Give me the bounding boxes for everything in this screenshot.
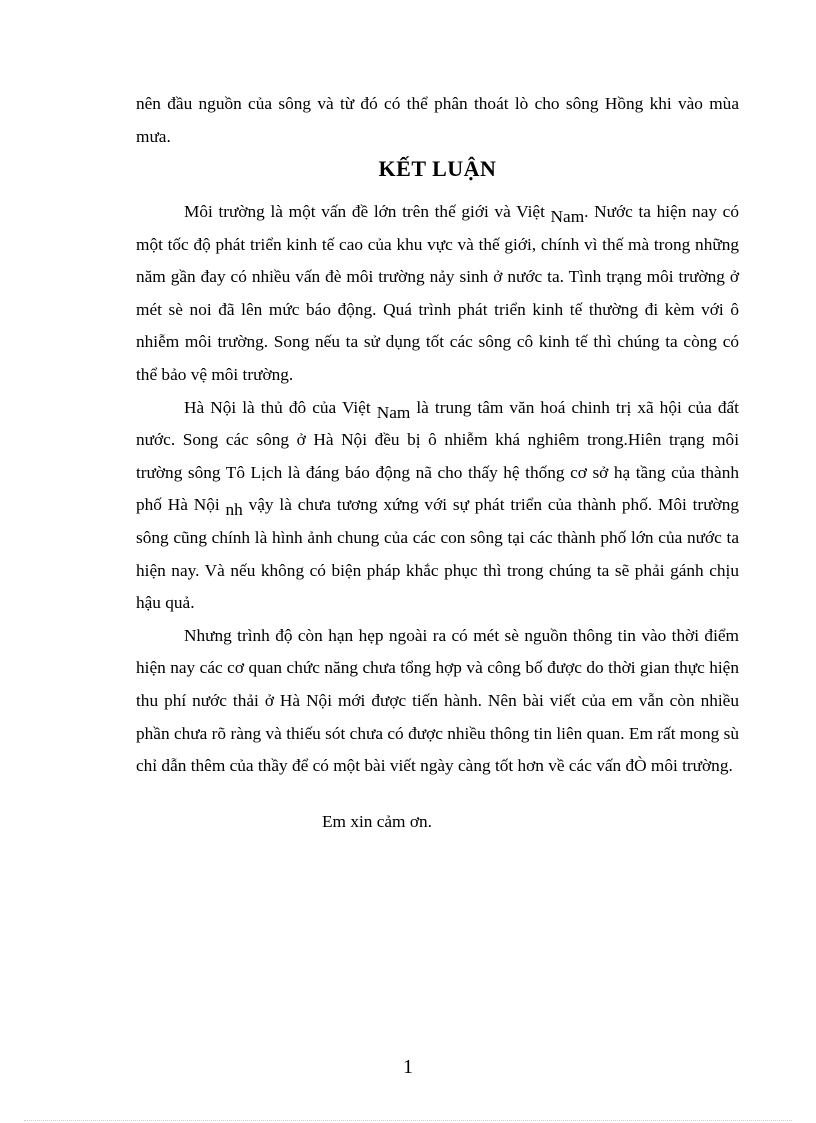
intro-paragraph bbox=[136, 88, 739, 153]
paragraph-2 bbox=[136, 392, 739, 620]
paragraph-2-sub: Nam bbox=[376, 402, 411, 422]
paragraph-1-sub: Nam bbox=[550, 207, 585, 226]
closing-line: Em xin cảm ơn. bbox=[322, 812, 432, 831]
paragraph-1 bbox=[136, 196, 739, 392]
paragraph-2-sub2: nh bbox=[225, 500, 243, 520]
page-bottom-rule bbox=[24, 1120, 792, 1121]
paragraph-3: Nhưng trình độ còn hạn hẹp ngoài ra có mét sè nguồn thông tin vào thời điểm hiện nay các cơ quan chức năng chưa tổng hợp và công bố được do thời gian thực hiện thu phí nước thải ở Hà Nội mới được tiến hành. Nên bài viết của em vẫn còn nhiều phần chưa rõ ràng và thiếu sót chưa có được nhiều thông tin liên quan. Em rất mong sù chỉ dẫn thêm của thầy để có một bài viết ngày càng tốt hơn về các vấn đÒ môi trường. bbox=[136, 625, 739, 776]
conclusion-body bbox=[136, 196, 739, 783]
paragraph-2-before: Hà Nội là thủ đô của Việt bbox=[184, 397, 377, 417]
paragraph-2-after: vậy là chưa tương xứng với sự phát triển của thành phố. Môi trường sông cũng chính là hình ảnh chung của các con sông tại các thành phố lớn của nước ta hiện nay. Và nếu không có biện pháp khắc phục thì trong chúng ta sẽ phải gánh chịu hậu quả. bbox=[136, 495, 739, 613]
section-heading: KẾT LUẬN bbox=[378, 156, 497, 181]
page-number: 1 bbox=[403, 1056, 413, 1078]
intro-text: nên đầu nguồn của sông và từ đó có thể phân thoát lò cho sông Hồng khi vào mùa mưa. bbox=[136, 94, 739, 146]
paragraph-2-middle: là trung tâm văn hoá chinh trị xã hội của đất nước. Song các sông ở Hà Nội đều bị ô nhiễm khá nghiêm trong.Hiên trạng môi trường sông Tô Lịch là đáng báo động nã cho thấy hệ thống cơ sở hạ tầng của thành phố Hà Nội bbox=[136, 397, 739, 515]
paragraph-1-before: Môi trường là một vấn đề lớn trên thế giới và Việt bbox=[184, 202, 551, 221]
paragraph-1-after: . Nước ta hiện nay có một tốc độ phát triển kinh tế cao của khu vực và thế giới, chính vì thế mà trong những năm gần đay có nhiều vấn đè môi trường nảy sinh ở nước ta. Tình trạng môi trường ở mét sè noi đã lên mức báo động. Quá trình phát triển kinh tế thường đi kèm với ô nhiễm môi trường. Song nếu ta sử dụng tốt các sông cô kinh tế thì chúng ta còng có thể bảo vệ môi trường. bbox=[136, 202, 739, 384]
